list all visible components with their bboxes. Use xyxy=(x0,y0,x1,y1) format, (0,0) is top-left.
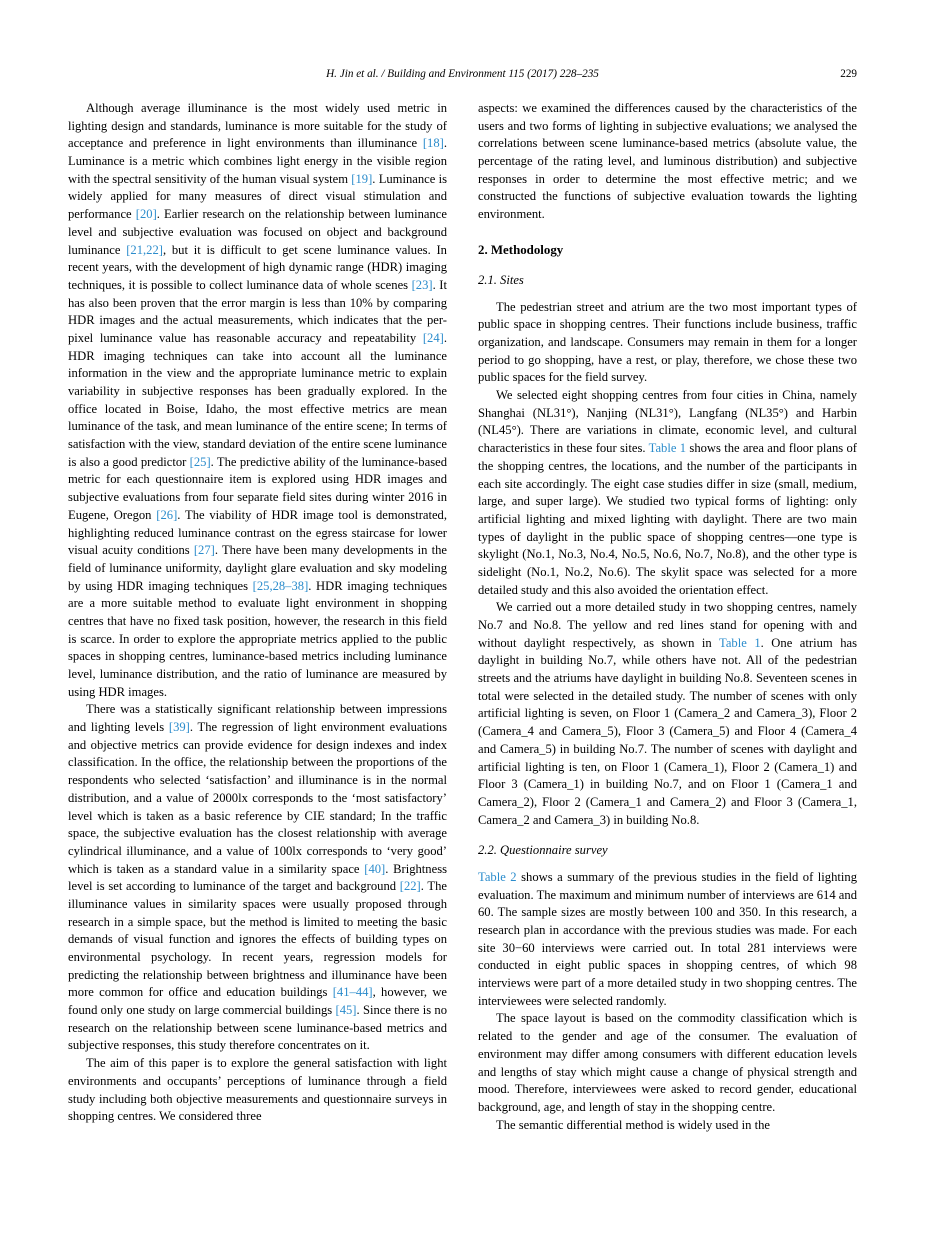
citation-link[interactable]: Table 1 xyxy=(719,635,761,650)
body-paragraph: Although average illuminance is the most widely used metric in lighting design and standards, luminance is more suitable for the study of acceptance and preference in light environments than illuminance [18]. Luminance is a metric which combines light energy in the visible region with the spectral sensitivity of the human visual system [19]. Luminance is widely applied for many measures of direct visual stimulation and performance [20]. Earlier research on the relationship between luminance level and subjective evaluation was focused on object and background luminance [21,22], but it is difficult to get scene luminance values. In recent years, with the development of high dynamic range (HDR) imaging techniques, it is possible to collect luminance data of whole scenes [23]. It has also been proven that the error margin is less than 10% by comparing HDR images and the actual measurements, which indicates that the per-pixel luminance value has reasonable accuracy and repeatability [24]. HDR imaging techniques can take into account all the luminance information in the view and the appropriate luminance metric to explain variability in subjective responses has been gradually explored. In the office located in Boise, Idaho, the most effective metrics are mean luminance of the task, and mean luminance of the entire scene; In terms of satisfaction with the view, standard deviation of the entire scene luminance is also a good predictor [25]. The predictive ability of the luminance-based metric for each questionnaire item is explored using HDR images and subjective evaluations from four separate field sites during winter 2016 in Eugene, Oregon [26]. The viability of HDR image tool is demonstrated, highlighting reduced luminance contrast on the egress staircase for lower visual acuity conditions [27]. There have been many developments in the field of luminance uniformity, daylight glare evaluation and sky modeling by using HDR imaging techniques [25,28–38]. HDR imaging techniques are a more suitable method to evaluate light environment in shopping centres that have no fixed task position, however, the research in this field is scarce. In order to explore the appropriate metrics applied to the public spaces in shopping centres, luminance-based metrics including luminance level, luminance distribution, and the ratio of luminance are measured by using HDR images. xyxy=(68,101,448,699)
running-head-citation: H. Jin et al. / Building and Environment 115 (2017) 228–235 xyxy=(326,68,599,80)
body-paragraph: The space layout is based on the commodity classification which is related to the gender and age of the consumer. The evaluation of environment may differ among consumers with different education levels and lengths of stay which might cause a change of physical strength and mood. Therefore, interviewees were asked to record gender, educational background, age, and length of stay in the shopping centre. xyxy=(478,1011,857,1114)
citation-link[interactable]: [45] xyxy=(335,1003,357,1018)
left-column xyxy=(68,100,447,1126)
citation-link[interactable]: [39] xyxy=(168,720,190,735)
citation-link[interactable]: [25,28–38] xyxy=(252,578,309,593)
citation-link[interactable]: [26] xyxy=(156,507,178,522)
body-paragraph: The semantic differential method is widely used in the xyxy=(496,1117,770,1132)
body-paragraph: The pedestrian street and atrium are the two most important types of public space in shopping centres. Their functions include business, traffic organization, and landscape. Consumers may remain in them for a longer period to go shopping, have a rest, or play, therefore, we chose these two public spaces for the field survey. xyxy=(478,299,857,385)
citation-link[interactable]: Table 2 xyxy=(478,869,517,884)
citation-link[interactable]: [41–44] xyxy=(332,985,373,1000)
body-paragraph: Table 2 shows a summary of the previous studies in the field of lighting evaluation. The maximum and minimum number of interviews are 614 and 60. The sample sizes are mostly between 100 and 350. In this research, a research plan in accordance with the previous studies was made. For each site 30−60 interviews were carried out. In total 281 interviews were conducted in eight public spaces in shopping centres, of which 98 interviews were part of a more detailed study in two shopping centres. The interviewees were selected randomly. xyxy=(478,869,857,1008)
two-column-body xyxy=(68,100,857,1175)
citation-link[interactable]: [24] xyxy=(422,330,444,345)
body-paragraph: We carried out a more detailed study in two shopping centres, namely No.7 and No.8. The yellow and red lines stand for opening with and without daylight respectively, as shown in Table 1. One atrium has daylight in building No.7, while others have not. All of the pedestrian streets and the atriums have daylight in building No.8. Seventeen scenes in total were selected in the detailed study. The number of scenes with only artificial lighting is seven, on Floor 1 (Camera_2 and Camera_3), Floor 2 (Camera_4 and Camera_5), Floor 3 (Camera_5) and Floor 4 (Camera_4 and Camera_5) in building No.7. The number of scenes with daylight and artificial lighting is ten, on Floor 1 (Camera_1), Floor 2 (Camera_1) and Floor 3 (Camera_1) in building No.7, and on Floor 1 (Camera_1 and Camera_2), Floor 2 (Camera_1 and Camera_2) and Floor 3 (Camera_1, Camera_2 and Camera_3) in building No.8. xyxy=(478,600,857,827)
subsection-heading: 2.2. Questionnaire survey xyxy=(478,843,608,858)
page-number: 229 xyxy=(840,68,857,80)
body-paragraph: The aim of this paper is to explore the general satisfaction with light environments and occupants’ perceptions of luminance through a field study including both objective measurements and questionnaire surveys in shopping centres. We considered three xyxy=(68,1056,447,1124)
running-head xyxy=(68,68,857,80)
citation-link[interactable]: [20] xyxy=(135,207,157,222)
citation-link[interactable]: [19] xyxy=(351,171,373,186)
citation-link[interactable]: [23] xyxy=(411,277,433,292)
citation-link[interactable]: [22] xyxy=(399,879,421,894)
body-paragraph: There was a statistically significant relationship between impressions and lighting levels [39]. The regression of light environment evaluations and objective metrics can provide evidence for design indexes and index classification. In the office, the relationship between the proportions of the respondents who selected ‘satisfaction’ and illuminance is in the normal distribution, and a value of 2000lx corresponds to the ‘most satisfactory’ level which is taken as a basic reference by CIE standard; In the traffic space, the subjective evaluation has the closest relationship with average cylindrical illuminance, and a value of 100lx corresponds to ‘very good’ which is taken as a standard value in a similarity space [40]. Brightness level is set according to luminance of the target and background [22]. The illuminance values in similarity spaces were usually proposed through research in a simple space, but the method is limited to meeting the basic demands of visual function and ignores the effects of building types on environmental psychology. In recent years, regression models for predicting the relationship between brightness and illuminance have been more common for office and education buildings [41–44], however, we found only one study on large commercial buildings [45]. Since there is no research on the relationship between scene luminance-based metrics and subjective responses, this study therefore concentrates on it. xyxy=(68,702,447,1053)
citation-link[interactable]: [40] xyxy=(364,861,386,876)
citation-link[interactable]: [25] xyxy=(189,454,211,469)
body-paragraph: We selected eight shopping centres from four cities in China, namely Shanghai (NL31°), Nanjing (NL31°), Langfang (NL35°) and Harbin (NL45°). There are variations in climate, economic level, and cultural characteristics in these four sites. Table 1 shows the area and floor plans of the shopping centres, the locations, and the number of the participants in each site accordingly. The eight case studies differ in size (small, medium, large, and super large). We studied two typical forms of lighting: only artificial lighting and mixed lighting with daylight. There are two main types of daylight in the public space of shopping centres—one type is skylight (No.1, No.3, No.4, No.5, No.6, No.7, No.8), and the other type is sidelight (No.1, No.2, No.6). The skylit space was selected for a more detailed study and this also avoided the orientation effect. xyxy=(478,388,857,597)
body-paragraph: aspects: we examined the differences caused by the characteristics of the users and two forms of lighting in subjective evaluations; we analysed the correlations between scene luminance-based metrics (absolute value, the percentage of the rating level, and luminous distribution) and subjective responses in order to determine the most effective metric; and we constructed the functions of subjective evaluation towards the lighting environment. xyxy=(478,101,857,222)
citation-link[interactable]: Table 1 xyxy=(648,441,687,456)
citation-link[interactable]: [21,22] xyxy=(126,242,163,257)
section-heading: 2. Methodology xyxy=(478,242,564,257)
right-column xyxy=(478,100,857,1134)
citation-link[interactable]: [27] xyxy=(193,543,215,558)
citation-link[interactable]: [18] xyxy=(422,136,444,151)
subsection-heading: 2.1. Sites xyxy=(478,272,524,287)
